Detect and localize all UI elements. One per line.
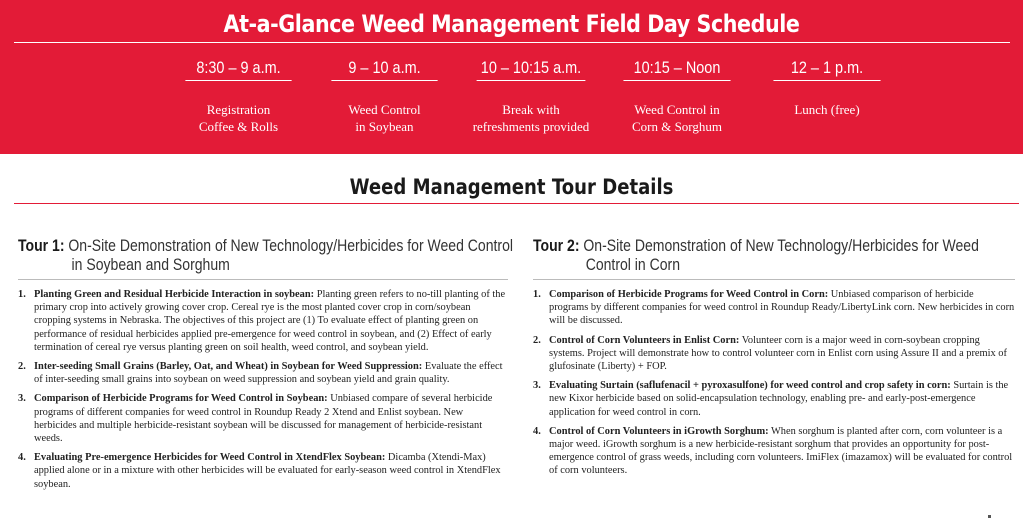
tour-1-divider	[18, 279, 508, 280]
banner-divider	[14, 42, 1010, 43]
item-number: 1.	[533, 289, 541, 300]
tour-1-number: Tour 1:	[18, 237, 65, 255]
list-item	[18, 288, 508, 354]
item-number: 1.	[18, 289, 26, 300]
item-lead: Evaluating Surtain (saflufenacil + pyroxasulfone) for weed control and crop safety in corn:	[549, 380, 951, 392]
list-item	[533, 288, 1015, 328]
corner-dot	[988, 515, 991, 518]
item-lead: Control of Corn Volunteers in iGrowth Sorghum:	[549, 425, 769, 437]
item-lead: Control of Corn Volunteers in Enlist Corn:	[549, 334, 740, 346]
tour-1-heading-line2: in Soybean and Sorghum	[71, 256, 230, 274]
slot-time: 9 – 10 a.m.	[331, 58, 437, 81]
item-text: Unbiased comparison of herbicide programs by different companies for weed control in Roundup Ready/LibertyLink corn. New herbicides in corn will be discussed.	[549, 289, 1015, 327]
item-text: Surtain is the new Kixor herbicide based on solid-encapsulation technology, enabling pre- and early-post-emergence application for weed control in corn.	[549, 380, 1009, 418]
slot-description	[176, 101, 301, 135]
item-text: Dicamba (Xtendi-Max) applied alone or in a mixture with other herbicides will be evaluated for early-season weed control in XtendFlex soybean.	[34, 452, 501, 490]
list-item	[18, 392, 508, 445]
item-lead: Planting Green and Residual Herbicide Interaction in soybean:	[34, 289, 315, 300]
schedule-banner	[0, 0, 1023, 154]
item-text: Planting green refers to no-till planting of the primary crop into actively growing cover crop. Cereal rye is the most planted cover crop in corn/soybean cropping systems in Nebraska. The objectives of this project are (1) To evaluate effect of planting green on performance of residual herbicides applied pre-emergence for weed control in soybean, and (2) Effect of early termination of cereal rye versus planting green on soil health, weed control, and soybean yield.	[34, 289, 506, 353]
tour-1-heading-line1: On-Site Demonstration of New Technology/Herbicides for Weed Control	[68, 237, 514, 255]
slot-time: 10 – 10:15 a.m.	[477, 58, 586, 81]
slot-time: 12 – 1 p.m.	[773, 58, 880, 81]
list-item	[18, 451, 508, 491]
tour-2-list	[533, 288, 1015, 478]
item-number: 4.	[533, 425, 541, 437]
slot-description	[614, 101, 740, 135]
slot-desc-line1: Break with	[502, 102, 560, 117]
tour-2-column	[533, 237, 1015, 484]
list-item	[533, 425, 1015, 478]
list-item	[533, 334, 1015, 374]
tour-2-heading-line1: On-Site Demonstration of New Technology/Herbicides for Weed	[583, 237, 979, 255]
tour-1-list	[18, 288, 508, 491]
item-number: 2.	[533, 334, 541, 346]
tour-details-title: Weed Management Tour Details	[349, 175, 674, 199]
slot-desc-line2: Corn & Sorghum	[631, 119, 723, 134]
slot-description	[467, 101, 595, 135]
item-lead: Comparison of Herbicide Programs for Weed Control in Corn:	[549, 289, 829, 300]
item-number: 3.	[533, 380, 541, 392]
slot-desc-line1: Weed Control in	[634, 102, 720, 117]
item-number: 4.	[18, 452, 26, 464]
tour-1-column	[18, 237, 514, 497]
slot-desc-line2: refreshments provided	[472, 119, 590, 134]
slot-time: 8:30 – 9 a.m.	[185, 58, 291, 81]
schedule-slot-break	[467, 58, 595, 135]
item-lead: Comparison of Herbicide Programs for Weed Control in Soybean:	[34, 393, 328, 405]
tour-details-divider	[14, 203, 1019, 204]
tour-2-heading-line2: Control in Corn	[585, 256, 681, 274]
item-lead: Inter-seeding Small Grains (Barley, Oat, and Wheat) in Soybean for Weed Suppression:	[34, 361, 423, 373]
slot-desc-line1: Weed Control	[348, 102, 421, 117]
item-number: 3.	[18, 393, 26, 405]
banner-title: At-a-Glance Weed Management Field Day Schedule	[223, 10, 800, 38]
tour-2-heading	[533, 237, 1015, 275]
schedule-slot-soybean	[322, 58, 447, 135]
slot-time: 10:15 – Noon	[623, 58, 730, 81]
slot-desc-line1: Lunch (free)	[794, 102, 860, 117]
schedule-slot-registration	[176, 58, 301, 135]
tour-1-heading	[18, 237, 514, 275]
item-text: Volunteer corn is a major weed in corn-soybean cropping systems. Project will demonstrate how to control volunteer corn in Enlist corn using Assure II and a premix of glufosinate (Liberty) + FOP.	[549, 334, 1007, 373]
item-number: 2.	[18, 361, 26, 373]
item-text: Evaluate the effect of inter-seeding small grains into soybean on weed suppression and soybean yield and grain quality.	[34, 361, 503, 386]
list-item	[18, 360, 508, 386]
schedule-slot-corn	[614, 58, 740, 135]
item-text: When sorghum is planted after corn, corn volunteer is a major weed. iGrowth sorghum is a new herbicide-resistant sorghum that provides an opportunity for post-emergence control of grass weeds, including corn volunteers. ImiFlex (imazamox) will be evaluated for control of corn volunteers.	[549, 425, 1013, 477]
slot-desc-line2: in Soybean	[355, 119, 414, 134]
slot-description	[322, 101, 447, 135]
slot-desc-line2: Coffee & Rolls	[198, 119, 279, 134]
schedule-slot-lunch	[764, 58, 890, 118]
slot-description	[764, 101, 890, 118]
tour-2-divider	[533, 279, 1015, 280]
slot-desc-line1: Registration	[206, 102, 271, 117]
list-item	[533, 379, 1015, 419]
item-text: Unbiased compare of several herbicide programs of different companies for weed control in Roundup Ready 2 Xtend and Enlist soybean. New herbicides and multiple herbicide-resistant soybean will be discussed for management of herbicide-resistant weeds.	[34, 393, 493, 445]
tour-2-number: Tour 2:	[533, 237, 580, 255]
item-lead: Evaluating Pre-emergence Herbicides for Weed Control in XtendFlex Soybean:	[34, 452, 386, 464]
